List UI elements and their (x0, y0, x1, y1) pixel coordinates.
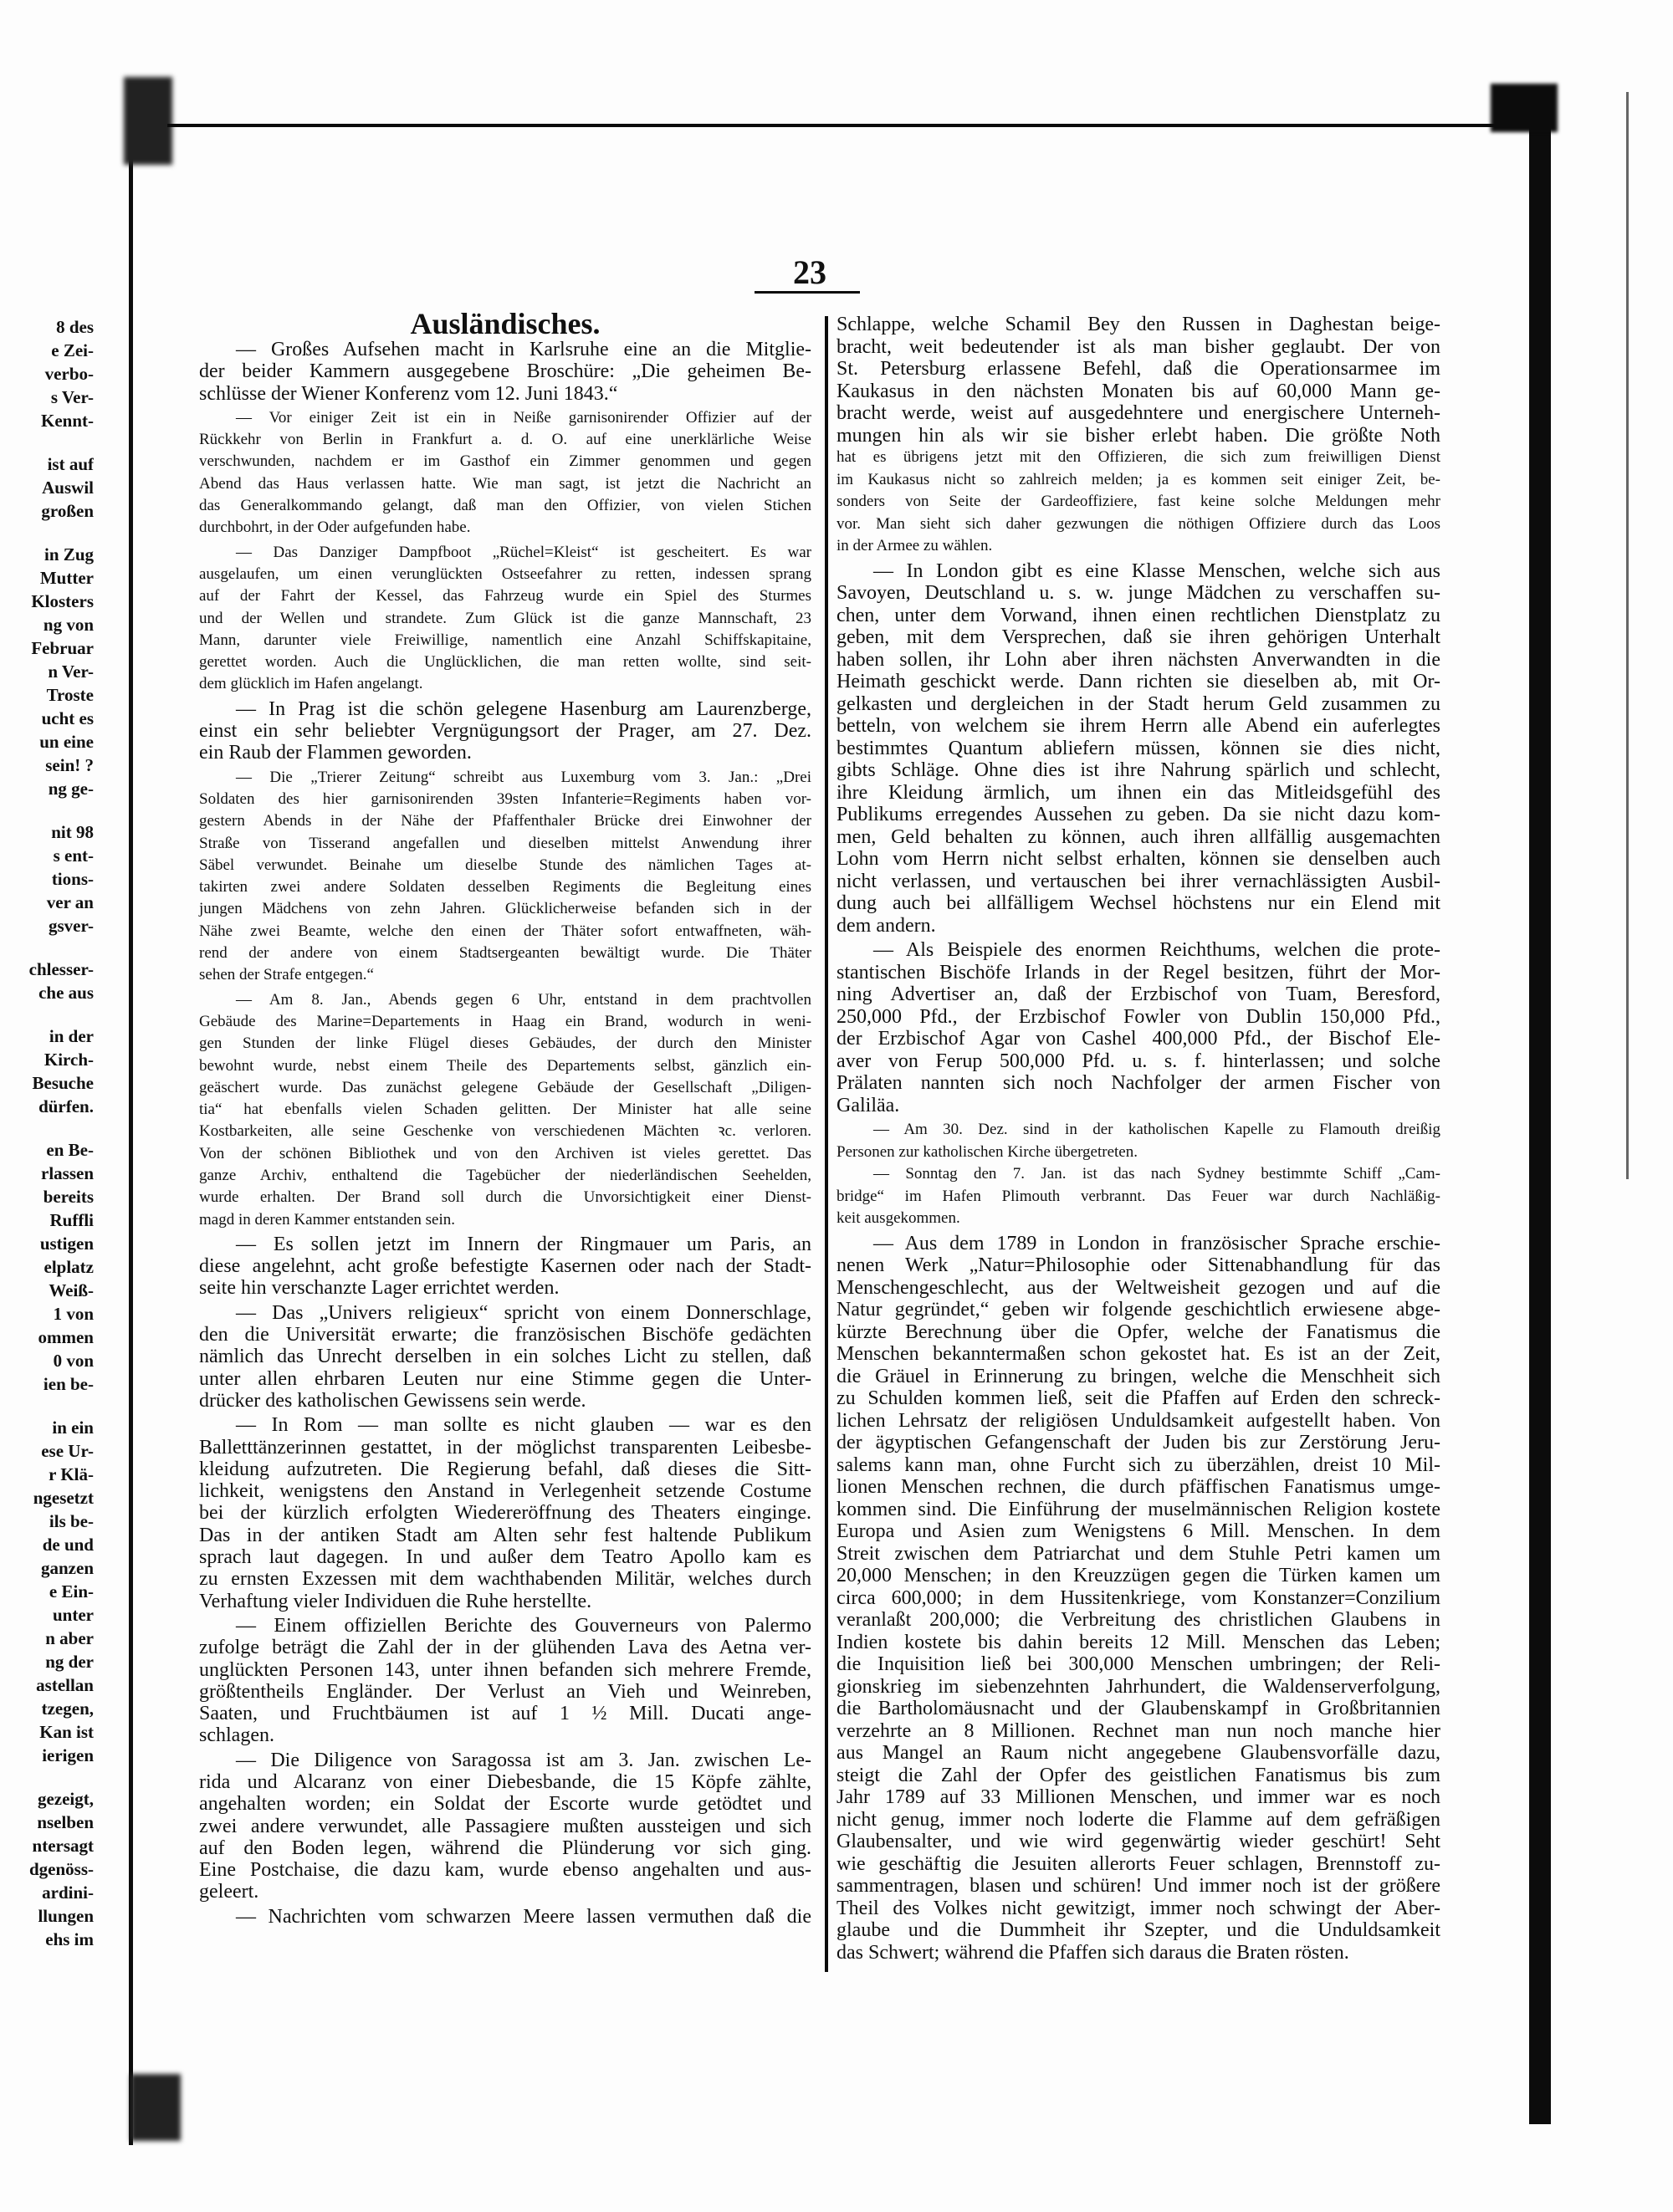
fragment-line: Klosters (31, 591, 94, 611)
text-line: Straße von Tisserand angefallen und dieselben mittelst Anwendung ihrer (199, 834, 811, 852)
fragment-line: Kennt- (41, 411, 94, 431)
fragment-line: Troste (46, 685, 94, 705)
text-line: das Generalkommando gelangt, daß man den Offizier, von vielen Stichen (199, 497, 811, 515)
fragment-line: ommen (38, 1327, 94, 1347)
fragment-gap (0, 800, 94, 820)
text-line: gen Stunden der linke Flügel dieses Gebäudes, der durch den Minister (199, 1034, 811, 1053)
fragment-line: r Klä- (49, 1464, 94, 1484)
section-heading: Ausländisches. (410, 307, 601, 340)
page-edge-right (1529, 88, 1551, 2124)
fragment-line: tzegen, (41, 1699, 94, 1719)
adjacent-page-fragments (0, 315, 94, 1951)
text-line: bridge“ im Hafen Plimouth verbrannt. Das Feuer war durch Nachläßig- (836, 1187, 1440, 1205)
text-line: die Gräuel in Erinnerung zu bringen, welche die Menschheit sich (836, 1365, 1440, 1387)
text-line: kommen sind. Die Einführung der muselmännischen Religion kostete (836, 1498, 1440, 1520)
fragment-line: un eine (39, 732, 94, 752)
ink-smudge (124, 77, 172, 165)
fragment-line: bereits (43, 1187, 94, 1207)
page-number: 23 (793, 253, 826, 291)
text-line: — Aus dem 1789 in London in französischer Sprache erschie- (873, 1232, 1440, 1254)
text-line: magd in deren Kammer entstanden sein. (199, 1210, 456, 1229)
fragment-line: ng von (43, 615, 94, 635)
text-line: geäschert wurde. Das zunächst gelegene Gebäude der Gesellschaft „Diligen- (199, 1078, 811, 1096)
fragment-line: e Zei- (51, 340, 94, 360)
text-line: Balletttänzerinnen gestattet, in der möglichst transparenten Leibesbe- (199, 1436, 811, 1458)
text-line: lichkeit, wenigstens den Anstand in Verlegenheit setzende Costume (199, 1480, 811, 1503)
text-line: aus Mangel an Raum nicht angegebene Glaubensvorfälle dazu, (836, 1742, 1440, 1764)
text-line: Prälaten nannten sich noch Nachfolger der armen Fischer von (836, 1072, 1440, 1094)
text-line: Lohn vom Herrn nicht selbst erhalten, können sie denselben auch (836, 848, 1440, 870)
right-column (836, 314, 1440, 1964)
fragment-gap (0, 1396, 94, 1416)
fragment-line: gezeigt, (37, 1789, 94, 1809)
text-line: unter allen ehrbaren Leuten nur eine Stimme gegen die Unter- (199, 1367, 811, 1390)
fragment-line: ierigen (42, 1745, 94, 1765)
text-line: bracht, weit bedeutender ist als man bisher geglaubt. Der von (836, 335, 1440, 358)
text-line: Heimath geschickt werde. Dann richten sie dieselben ab, mit Or- (836, 671, 1440, 692)
text-line: Europa und Asien zum Wenigstens 6 Mill. Menschen. In dem (836, 1520, 1440, 1542)
text-line: — Das „Univers religieux“ spricht von einem Donnerschlage, (236, 1301, 811, 1324)
column-divider (825, 316, 828, 1972)
article-paragraph (199, 698, 811, 764)
fragment-line: sein! ? (45, 755, 94, 775)
fragment-line: rlassen (41, 1163, 94, 1183)
text-line: haben sollen, ihr Lohn aber ihren nächsten Anverwandten in die (836, 648, 1440, 671)
fragment-line: nselben (37, 1812, 94, 1832)
fragment-line: Auswil (42, 478, 94, 498)
fragment-line: Weiß- (49, 1280, 94, 1300)
article-paragraph (199, 767, 811, 987)
text-line: Kaukasus in den nächsten Monaten bis auf 60,000 Mann ge- (836, 380, 1440, 402)
fragment-line: Kan ist (39, 1722, 94, 1742)
text-line: — Nachrichten vom schwarzen Meere lassen vermuthen daß die (236, 1905, 811, 1928)
text-line: Indien kostete bis dahin bereits 12 Mill. Menschen das Leben; (836, 1631, 1440, 1653)
fragment-line: Besuche (32, 1073, 94, 1093)
fragment-gap (0, 1004, 94, 1024)
fragment-line: e Ein- (49, 1581, 94, 1602)
text-line: St. Petersburg erlassene Befehl, daß die Operationsarmee im (836, 358, 1440, 380)
text-line: vor. Man sieht sich daher gezwungen die nöthigen Offiziere durch das Loos (836, 514, 1440, 533)
fragment-line: en Be- (46, 1140, 94, 1160)
text-line: Schlappe, welche Schamil Bey den Russen in Daghestan beige- (836, 314, 1440, 335)
text-line: Saaten, und Fruchtbäumen ist auf 1 ½ Mill. Ducati ange- (199, 1703, 811, 1725)
text-line: gionskrieg im siebenzehnten Jahrhundert, die Waldenserverfolgung, (836, 1675, 1440, 1698)
text-line: bewohnt wurde, nebst einem Theile des Departements selbst, gänzlich ein- (199, 1056, 811, 1075)
text-line: geben, mit dem Versprechen, daß sie ihren gehörigen Unterhalt (836, 626, 1440, 648)
text-line: gerettet worden. Auch die Unglücklichen, die man retten wollte, sind seit- (199, 653, 811, 672)
text-line: in der Armee zu wählen. (836, 537, 993, 554)
text-line: die Bartholomäusnacht und der Glaubenskampf in Großbritannien (836, 1698, 1440, 1719)
text-line: bestimmtes Quantum abliefern müssen, können sie dies nicht, (836, 737, 1440, 759)
fragment-gap (0, 937, 94, 958)
text-line: einst ein sehr beliebter Vergnügungsort der Prager, am 27. Dez. (199, 720, 811, 743)
text-line: — Vor einiger Zeit ist ein in Neiße garnisonirender Offizier auf der (236, 408, 811, 427)
text-line: gestern Abends in der Nähe der Pfaffenthaler Brücke drei Einwohner der (199, 812, 811, 830)
text-line: verzehrte an 8 Millionen. Rechnet man nun noch manche hier (836, 1719, 1440, 1742)
article-paragraph (199, 1615, 811, 1747)
text-line: 250,000 Pfd., der Erzbischof Fowler von Dublin 150,000 Pfd., (836, 1005, 1440, 1028)
text-line: Menschen bekanntermaßen schon gekostet hat. Es ist an der Zeit, (836, 1343, 1440, 1365)
text-line: jungen Mädchens von zehn Jahren. Glücklicherweise befanden sich in der (199, 900, 811, 918)
text-line: Gebäude des Marine=Departements in Haag ein Brand, wodurch in weni- (199, 1012, 811, 1030)
text-line: wie geschäftig die Jesuiten allerorts Feuer schlagen, Brennstoff zu- (836, 1852, 1440, 1875)
fragment-line: Ruffli (49, 1210, 94, 1230)
text-line: angehalten worden; ein Soldat der Escorte wurde getödtet und (199, 1793, 811, 1816)
fragment-line: Februar (31, 638, 94, 658)
fragment-gap (0, 1767, 94, 1787)
text-line: veranlaßt 200,000; die Verbreitung des christlichen Glaubens in (836, 1609, 1440, 1631)
article-paragraph (199, 1414, 811, 1612)
text-line: Rückkehr von Berlin in Frankfurt a. d. O. auf eine unerklärliche Weise (199, 431, 811, 449)
text-line: sprach laut dagegen. In und außer dem Teatro Apollo kam es (199, 1546, 811, 1569)
text-line: Verhaftung vieler Individuen die Ruhe herstellte. (199, 1590, 592, 1612)
text-line: Streit zwischen dem Patriarchat und dem Stuhle Petri kamen um (836, 1542, 1440, 1565)
fragment-line: 0 von (53, 1351, 94, 1371)
article-paragraph (199, 1750, 811, 1903)
text-line: rend der andere von einem Stadtsergeanten bewältigt wurde. Die Thäter (199, 944, 811, 963)
text-line: nicht genug, immer noch loderte die Flamme auf dem gefräßigen (836, 1808, 1440, 1831)
text-line: keit ausgekommen. (836, 1209, 960, 1227)
text-line: dem andern. (836, 914, 936, 937)
fragment-line: ustigen (39, 1234, 94, 1254)
text-line: Säbel verwundet. Beinahe um dieselbe Stunde des nämlichen Tages at- (199, 856, 811, 874)
text-line: salems kann man, ohne Furcht sich zu überzählen, dreist 10 Mil- (836, 1453, 1440, 1476)
article-paragraph (836, 560, 1440, 937)
text-line: das Schwert; während die Pfaffen sich daraus die Braten rösten. (836, 1941, 1349, 1964)
fragment-line: ngesetzt (33, 1488, 94, 1508)
text-line: der Erzbischof Agar von Cashel 400,000 Pfd., der Bischof Ele- (836, 1028, 1440, 1050)
fragment-line: in ein (52, 1418, 94, 1438)
text-line: die Inquisition ließ bei 300,000 Menschen umbringen; der Reli- (836, 1653, 1440, 1675)
fragment-line: n aber (45, 1628, 94, 1648)
text-line: ausgelaufen, um einen verunglückten Ostseefahrer zu retten, indessen sprang (199, 564, 811, 583)
text-line: Savoyen, Deutschland u. s. w. junge Mädchen zu verschaffen su- (836, 582, 1440, 604)
page-binding-line (129, 105, 133, 2145)
text-line: takirten zwei andere Soldaten desselben Regiments die Begleitung eines (199, 878, 811, 897)
text-line: lionen Menschen rechnen, die durch pfäffischen Fanatismus umge- (836, 1476, 1440, 1498)
fragment-line: llungen (38, 1906, 94, 1926)
text-line: gibts Schläge. Ohne dies ist ihre Nahrung spärlich und schlecht, (836, 759, 1440, 781)
text-line: Von der schönen Bibliothek und von den Archiven ist vieles gerettet. Das (199, 1144, 811, 1162)
text-line: Personen zur katholischen Kirche übergetreten. (836, 1142, 1138, 1161)
fragment-line: dürfen. (38, 1096, 94, 1116)
text-line: — In London gibt es eine Klasse Menschen, welche sich aus (873, 559, 1440, 582)
text-line: Nähe zwei Beamte, welche den einen der Thäter sofort entwaffneten, wäh- (199, 922, 811, 940)
text-line: wurde erhalten. Der Brand soll durch die Unvorsichtigkeit einer Dienst- (199, 1188, 811, 1207)
fragment-line: ng ge- (48, 779, 94, 799)
fragment-line: astellan (36, 1675, 94, 1695)
article-paragraph (199, 339, 811, 405)
text-line: hat es übrigens jetzt mit den Offizieren, die sich zum freiwilligen Dienst (836, 448, 1440, 466)
text-line: Abend das Haus verlassen hatte. Wie man sagt, ist jetzt die Nachricht an (199, 474, 811, 493)
text-line: zwei andere verwundet, alle Passagiere mußten aussteigen und sich (199, 1815, 811, 1837)
text-line: Eine Postchaise, die dazu kam, wurde ebenso angehalten und aus- (199, 1859, 811, 1882)
text-line: diese angelehnt, acht große befestigte Kasernen oder nach der Stadt- (199, 1255, 811, 1278)
article-paragraph (199, 1906, 811, 1928)
text-line: aver von Ferup 500,000 Pfd. u. s. f. hinterlassen; und solche (836, 1050, 1440, 1072)
text-line: betteln, von welchem sie ihrem Herrn alle Abend ein auferlegtes (836, 715, 1440, 737)
fragment-line: verbo- (44, 364, 94, 384)
text-line: schlüsse der Wiener Konferenz vom 12. Juni 1843.“ (199, 382, 618, 405)
text-line: kürzte Berechnung über die Opfer, welche der Fanatismus die (836, 1321, 1440, 1343)
text-line: geleert. (199, 1881, 259, 1903)
text-line: seite hin verschanzte Lager errichtet werden. (199, 1277, 560, 1300)
article-paragraph (836, 1119, 1440, 1163)
text-line: bei der kürzlich erfolgten Wiedereröffnung des Theaters einginge. (199, 1502, 811, 1525)
text-line: nenen Werk „Natur=Philosophie oder Sittenabhandlung für das (836, 1254, 1440, 1276)
text-line: — In Rom — man sollte es nicht glauben — war es den (236, 1414, 811, 1437)
text-line: — Es sollen jetzt im Innern der Ringmauer um Paris, an (236, 1233, 811, 1255)
text-line: unglückten Personen 143, unter ihnen befanden sich mehrere Fremde, (199, 1658, 811, 1681)
text-line: kleidung aufzutreten. Die Regierung befahl, daß dieses die Sitt- (199, 1458, 811, 1480)
text-line: zu Schulden kommen ließ, seit die Pfaffen auf Erden den schreck- (836, 1387, 1440, 1409)
page-number-rule (755, 291, 860, 294)
fragment-line: ese Ur- (41, 1441, 94, 1461)
article-paragraph (836, 939, 1440, 1116)
fragment-line: 8 des (56, 317, 94, 337)
text-line: Mann, darunter viele Freiwillige, namentlich eine Anzahl Schiffskapitaine, (199, 631, 811, 649)
text-line: — Am 8. Jan., Abends gegen 6 Uhr, entstand in dem prachtvollen (236, 990, 811, 1009)
fragment-line: ganzen (41, 1558, 94, 1578)
article-paragraph (836, 1233, 1440, 1964)
text-line: — Sonntag den 7. Jan. ist das nach Sydney bestimmte Schiff „Cam- (873, 1165, 1440, 1183)
fragment-line: de und (42, 1535, 94, 1555)
fragment-line: dgenöss- (28, 1859, 94, 1879)
fragment-line: ng der (45, 1652, 94, 1672)
text-line: ning Advertiser an, daß der Erzbischof von Tuam, Beresford, (836, 983, 1440, 1005)
text-line: Galiläa. (836, 1094, 900, 1116)
text-line: steigt die Zahl der Opfer des geistlichen Fanatismus bis zum (836, 1764, 1440, 1786)
fragment-line: tions- (51, 869, 94, 889)
text-line: Menschengeschlecht, aus der Weltweisheit gezogen und auf die (836, 1276, 1440, 1299)
text-line: — Als Beispiele des enormen Reichthums, welchen die prote- (873, 939, 1440, 961)
text-line: ein Raub der Flammen geworden. (199, 742, 472, 764)
text-line: der ägyptischen Gefangenschaft der Juden bis zur Zerstörung Jeru- (836, 1432, 1440, 1453)
text-line: — In Prag ist die schön gelegene Hasenburg am Laurenzberge, (236, 697, 811, 720)
fragment-line: in der (49, 1026, 94, 1046)
article-paragraph (836, 1163, 1440, 1230)
text-line: Soldaten des hier garnisonirenden 39sten Infanterie=Regiments haben vor- (199, 789, 811, 808)
text-line: chen, unter dem Vorwand, ihnen einen rechtlichen Dienstplatz zu (836, 604, 1440, 626)
text-line: sehen der Strafe entgegen.“ (199, 966, 374, 984)
fragment-line: chlesser- (28, 959, 94, 979)
text-line: — Die „Trierer Zeitung“ schreibt aus Luxemburg vom 3. Jan.: „Drei (236, 768, 811, 786)
text-line: — Großes Aufsehen macht in Karlsruhe eine an die Mitglie- (236, 339, 811, 360)
fragment-gap (0, 523, 94, 543)
fragment-gap (0, 432, 94, 452)
article-paragraph (199, 542, 811, 696)
text-line: circa 600,000; in dem Hussitenkriege, vom Konstanzer=Conzilium (836, 1586, 1440, 1609)
left-column (199, 339, 811, 1928)
fragment-line: 1 von (53, 1304, 94, 1324)
text-line: auf der Fahrt der Kessel, das Fahrzeug wurde ein Spiel des Sturmes (199, 587, 811, 605)
page-edge-top (167, 124, 1531, 127)
fragment-line: ardini- (42, 1882, 94, 1903)
text-line: sonders von Seite der Gardeoffiziere, fast keine solche Meldungen mehr (836, 493, 1440, 510)
text-line: sammentragen, blasen und schüren! Und immer noch ist der größere (836, 1875, 1440, 1897)
text-line: rida und Alcaranz von einer Diebesbande, die 15 Köpfe zählte, (199, 1771, 811, 1793)
text-line: — Einem offiziellen Berichte des Gouverneurs von Palermo (236, 1614, 811, 1637)
fragment-line: Mutter (39, 568, 94, 588)
text-line: 20,000 Menschen; in den Kreuzzügen gegen die Türken kamen um (836, 1565, 1440, 1586)
text-line: tia“ hat ebenfalls vielen Schaden gelitten. Der Minister hat alle seine (199, 1101, 811, 1119)
text-line: ihre Kleidung ärmlich, um ihnen ein das Mitleidsgefühl des (836, 781, 1440, 804)
article-paragraph (836, 314, 1440, 447)
fragment-line: ntersagt (32, 1836, 94, 1856)
text-line: — Das Danziger Dampfboot „Rüchel=Kleist“ ist gescheitert. Es war (236, 543, 811, 561)
ink-smudge (1491, 84, 1558, 132)
text-line: — Die Diligence von Saragossa ist am 3. Jan. zwischen Le- (236, 1749, 811, 1771)
fragment-line: ist auf (47, 454, 94, 474)
text-line: mungen hin als wir sie bisher erlebt haben. Die größte Noth (836, 424, 1440, 447)
fragment-line: nit 98 (51, 822, 94, 842)
text-line: Natur gegründet,“ geben wir folgende geschichtlich erwiesene abge- (836, 1299, 1440, 1321)
article-paragraph (199, 407, 811, 539)
text-line: auf den Boden legen, während die Plünderung vor sich ging. (199, 1837, 811, 1859)
fragment-line: unter (53, 1605, 94, 1625)
fragment-line: ien be- (43, 1374, 94, 1394)
fragment-line: ucht es (41, 708, 94, 728)
article-paragraph (836, 447, 1440, 558)
fragment-line: ils be- (49, 1511, 94, 1531)
text-line: nicht verlassen, und vertauschen bei ihrer vernachlässigten Ausbil- (836, 870, 1440, 892)
text-line: Das in der antiken Stadt am Alten sehr fest haltende Publikum (199, 1524, 811, 1546)
text-line: der beider Kammern ausgegebene Broschüre: „Die geheimen Be- (199, 360, 811, 383)
text-line: dung auch bei allfälligem Wechsel höchstens nur ein Elend mit (836, 892, 1440, 914)
text-line: verschwunden, nachdem er im Gasthof ein Zimmer genommen und gegen (199, 452, 811, 471)
scan-edge-line (1626, 92, 1629, 1179)
fragment-line: ehs im (45, 1929, 94, 1949)
text-line: den die Universität erwarte; die französischen Bischöfe gedächten (199, 1324, 811, 1346)
text-line: durchbohrt, in der Oder aufgefunden habe. (199, 519, 471, 537)
text-line: Glaubensalter, und wie wird gegenwärtig wieder geschürt! Seht (836, 1831, 1440, 1852)
text-line: bracht werde, weist auf ausgedehntere und energischere Unterneh- (836, 402, 1440, 424)
text-line: nämlich das Unrecht derselben in ein solches Licht zu stellen, daß (199, 1346, 811, 1368)
text-line: und der Wellen und strandete. Zum Glück ist die ganze Mannschaft, 23 (199, 609, 811, 627)
text-line: ganze Archiv, enthaltend die Tagebücher der niederländischen Seehelden, (199, 1166, 811, 1184)
text-line: Publikums erregendes Aussehen zu geben. Da sie nicht dazu kom- (836, 804, 1440, 825)
text-line: stantischen Bischöfe Irlands in der Regel besitzen, führt der Mor- (836, 961, 1440, 983)
text-line: schlagen. (199, 1724, 274, 1747)
text-line: Kostbarkeiten, alle seine Geschenke von verschiedenen Mächten ꝛc. verloren. (199, 1122, 811, 1141)
article-paragraph (199, 989, 811, 1231)
article-paragraph (199, 1302, 811, 1412)
text-line: — Am 30. Dez. sind in der katholischen Kapelle zu Flamouth dreißig (873, 1121, 1440, 1138)
text-line: Jahr 1789 auf 33 Millionen Menschen, und immer war es noch (836, 1786, 1440, 1808)
text-line: zu ernsten Exzessen mit dem wachthabenden Militär, welches durch (199, 1568, 811, 1591)
fragment-line: n Ver- (48, 662, 94, 682)
article-paragraph (199, 1234, 811, 1300)
text-line: gelkasten und dergleichen in der Stadt herum Geld zusammen zu (836, 692, 1440, 715)
text-line: lichen Lehrsatz der religiösen Unduldsamkeit aufgestellt haben. Von (836, 1409, 1440, 1432)
fragment-line: in Zug (44, 544, 94, 564)
fragment-line: großen (41, 501, 94, 521)
fragment-line: ver an (46, 892, 94, 912)
ink-smudge (130, 2074, 181, 2141)
fragment-line: gsver- (48, 916, 94, 936)
text-line: dem glücklich im Hafen angelangt. (199, 675, 423, 693)
fragment-line: che aus (38, 983, 94, 1003)
text-line: Theil des Volkes nicht gewitzigt, immer noch schwingt der Aber- (836, 1897, 1440, 1919)
fragment-line: elplatz (43, 1257, 94, 1277)
text-line: glaube und die Dummheit ihr Szepter, und die Unduldsamkeit (836, 1919, 1440, 1941)
fragment-gap (0, 1118, 94, 1138)
fragment-line: Kirch- (43, 1050, 94, 1070)
text-line: im Kaukasus nicht so zahlreich melden; ja es kommen seit einiger Zeit, be- (836, 470, 1440, 488)
text-line: größtentheils Engländer. Der Verlust an Vieh und Weinreben, (199, 1680, 811, 1703)
fragment-line: s ent- (53, 845, 94, 866)
text-line: men, Geld behalten zu können, auch ihren allfällig ausgemachten (836, 825, 1440, 848)
text-line: drücker des katholischen Gewissens sein werde. (199, 1389, 586, 1412)
text-line: zufolge beträgt die Zahl der in der glühenden Lava des Aetna ver- (199, 1637, 811, 1659)
fragment-line: s Ver- (50, 387, 94, 407)
